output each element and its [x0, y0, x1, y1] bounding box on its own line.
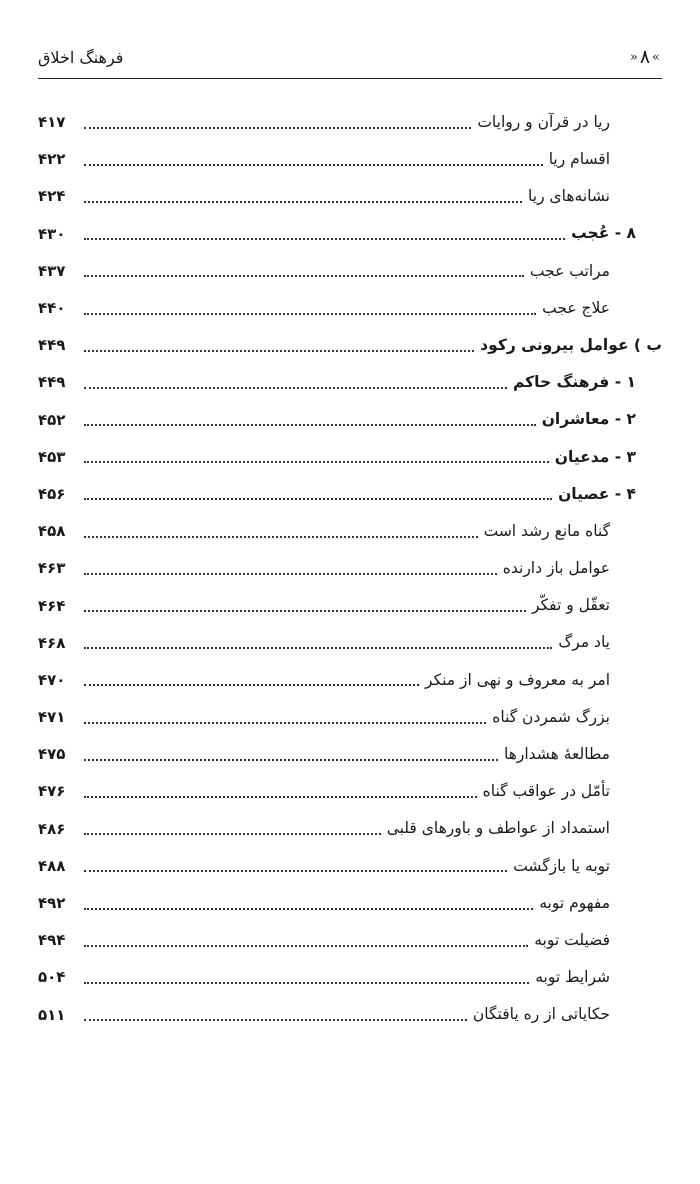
toc-entry[interactable]: [38, 550, 662, 587]
toc-entry-title: ۱ - فرهنگ حاکم: [513, 373, 636, 392]
toc-entry[interactable]: [38, 736, 662, 773]
toc-entry-title: فضیلت توبه: [534, 930, 610, 949]
toc-entry-page: ۴۸۸: [38, 856, 66, 875]
toc-entry-page: ۴۸۶: [38, 819, 66, 838]
toc-dot-leader: [84, 350, 474, 352]
toc-entry-title: بزرگ شمردن گناه: [492, 707, 610, 726]
toc-entry[interactable]: [38, 922, 662, 959]
toc-entry-title: مراتب عجب: [529, 261, 610, 280]
toc-dot-leader: [84, 387, 507, 389]
running-header: [38, 44, 662, 78]
toc-entry-page: ۴۷۰: [38, 670, 66, 689]
toc-entry[interactable]: [38, 811, 662, 848]
toc-entry[interactable]: [38, 848, 662, 885]
toc-dot-leader: [84, 164, 543, 166]
toc-entry-title: عوامل باز دارنده: [502, 559, 610, 578]
toc-entry-title: مطالعهٔ هشدارها: [503, 745, 610, 764]
toc-dot-leader: [84, 573, 497, 575]
toc-entry-title: امر به معروف و نهی از منکر: [425, 670, 610, 689]
toc-entry[interactable]: [38, 625, 662, 662]
toc-dot-leader: [84, 647, 552, 649]
toc-entry-page: ۵۱۱: [38, 1005, 66, 1024]
toc-entry-page: ۴۷۶: [38, 782, 66, 801]
toc-entry[interactable]: [38, 513, 662, 550]
toc-entry[interactable]: [38, 178, 662, 215]
toc-dot-leader: [84, 238, 565, 240]
toc-dot-leader: [84, 461, 549, 463]
toc-entry-page: ۴۹۲: [38, 894, 66, 913]
toc-entry[interactable]: [38, 439, 662, 476]
toc-entry-title: گناه مانع رشد است: [483, 521, 610, 540]
toc-entry[interactable]: [38, 327, 662, 364]
toc-entry[interactable]: [38, 773, 662, 810]
toc-entry-page: ۵۰۴: [38, 968, 66, 987]
toc-entry[interactable]: [38, 959, 662, 996]
toc-entry-page: ۴۵۳: [38, 447, 66, 466]
toc-entry-title: ۲ - معاشران: [541, 410, 636, 429]
toc-entry-title: ۴ - عصیان: [558, 484, 636, 503]
toc-entry-title: ۸ - عُجب: [571, 224, 636, 243]
toc-entry-page: ۴۶۴: [38, 596, 66, 615]
toc-dot-leader: [84, 498, 552, 500]
toc-dot-leader: [84, 759, 498, 761]
toc-dot-leader: [84, 870, 507, 872]
ornament-left: «: [629, 50, 638, 65]
toc-entry-title: اقسام ریا: [548, 150, 610, 169]
toc-entry[interactable]: [38, 290, 662, 327]
toc-dot-leader: [84, 1019, 467, 1021]
toc-entry-page: ۴۹۴: [38, 931, 66, 950]
book-title: فرهنگ اخلاق: [38, 48, 124, 67]
toc-entry[interactable]: [38, 885, 662, 922]
toc-entry-title: ۳ - مدعیان: [554, 447, 636, 466]
toc-dot-leader: [84, 275, 524, 277]
toc-entry-title: استمداد از عواطف و باورهای قلبی: [386, 819, 610, 838]
toc-entry-page: ۴۴۹: [38, 336, 66, 355]
toc-entry[interactable]: [38, 364, 662, 401]
toc-entry-page: ۴۷۱: [38, 708, 66, 727]
toc-entry[interactable]: [38, 402, 662, 439]
toc-entry-page: ۴۲۲: [38, 150, 66, 169]
toc-entry-title: یاد مرگ: [558, 633, 610, 652]
toc-dot-leader: [84, 424, 536, 426]
toc-entry[interactable]: [38, 587, 662, 624]
toc-entry-page: ۴۱۷: [38, 113, 66, 132]
toc-entry-page: ۴۵۲: [38, 410, 66, 429]
toc-entry-page: ۴۴۹: [38, 373, 66, 392]
toc-entry-page: ۴۳۰: [38, 224, 66, 243]
toc-entry-page: ۴۵۶: [38, 484, 66, 503]
table-of-contents: [38, 104, 662, 1034]
toc-entry[interactable]: [38, 662, 662, 699]
toc-entry[interactable]: [38, 997, 662, 1034]
toc-entry-title: شرایط توبه: [535, 968, 610, 987]
header-rule: [38, 78, 662, 79]
page-number-value: ۸: [639, 46, 651, 68]
toc-entry-title: نشانه‌های ریا: [528, 187, 610, 206]
toc-entry-page: ۴۶۳: [38, 559, 66, 578]
toc-entry[interactable]: [38, 104, 662, 141]
toc-entry-title: مفهوم توبه: [539, 893, 610, 912]
toc-dot-leader: [84, 722, 486, 724]
toc-entry-title: ریا در قرآن و روایات: [477, 112, 610, 131]
toc-dot-leader: [84, 796, 477, 798]
toc-entry-title: تأمّل در عواقب گناه: [482, 782, 610, 801]
toc-dot-leader: [84, 127, 471, 129]
toc-entry[interactable]: [38, 476, 662, 513]
toc-dot-leader: [84, 982, 529, 984]
toc-entry-title: ب ) عوامل بیرونی رکود: [480, 335, 662, 354]
page-number: [628, 46, 662, 68]
toc-entry[interactable]: [38, 253, 662, 290]
toc-dot-leader: [84, 201, 522, 203]
toc-entry-title: توبه یا بازگشت: [513, 856, 610, 875]
ornament-right: »: [652, 50, 660, 65]
toc-entry-page: ۴۳۷: [38, 261, 66, 280]
toc-dot-leader: [84, 908, 533, 910]
toc-dot-leader: [84, 610, 526, 612]
toc-entry[interactable]: [38, 699, 662, 736]
toc-dot-leader: [84, 945, 528, 947]
toc-entry-page: ۴۵۸: [38, 522, 66, 541]
toc-dot-leader: [84, 313, 536, 315]
toc-dot-leader: [84, 684, 419, 686]
toc-dot-leader: [84, 833, 381, 835]
toc-entry-page: ۴۶۸: [38, 633, 66, 652]
toc-entry-title: تعقّل و تفکّر: [532, 596, 610, 615]
toc-entry-page: ۴۴۰: [38, 299, 66, 318]
toc-entry[interactable]: [38, 216, 662, 253]
toc-entry-title: علاج عجب: [542, 298, 610, 317]
toc-dot-leader: [84, 536, 478, 538]
toc-entry-title: حکایاتی از ره یافتگان: [472, 1005, 610, 1024]
toc-entry-page: ۴۷۵: [38, 745, 66, 764]
toc-entry-page: ۴۲۴: [38, 187, 66, 206]
toc-entry[interactable]: [38, 141, 662, 178]
